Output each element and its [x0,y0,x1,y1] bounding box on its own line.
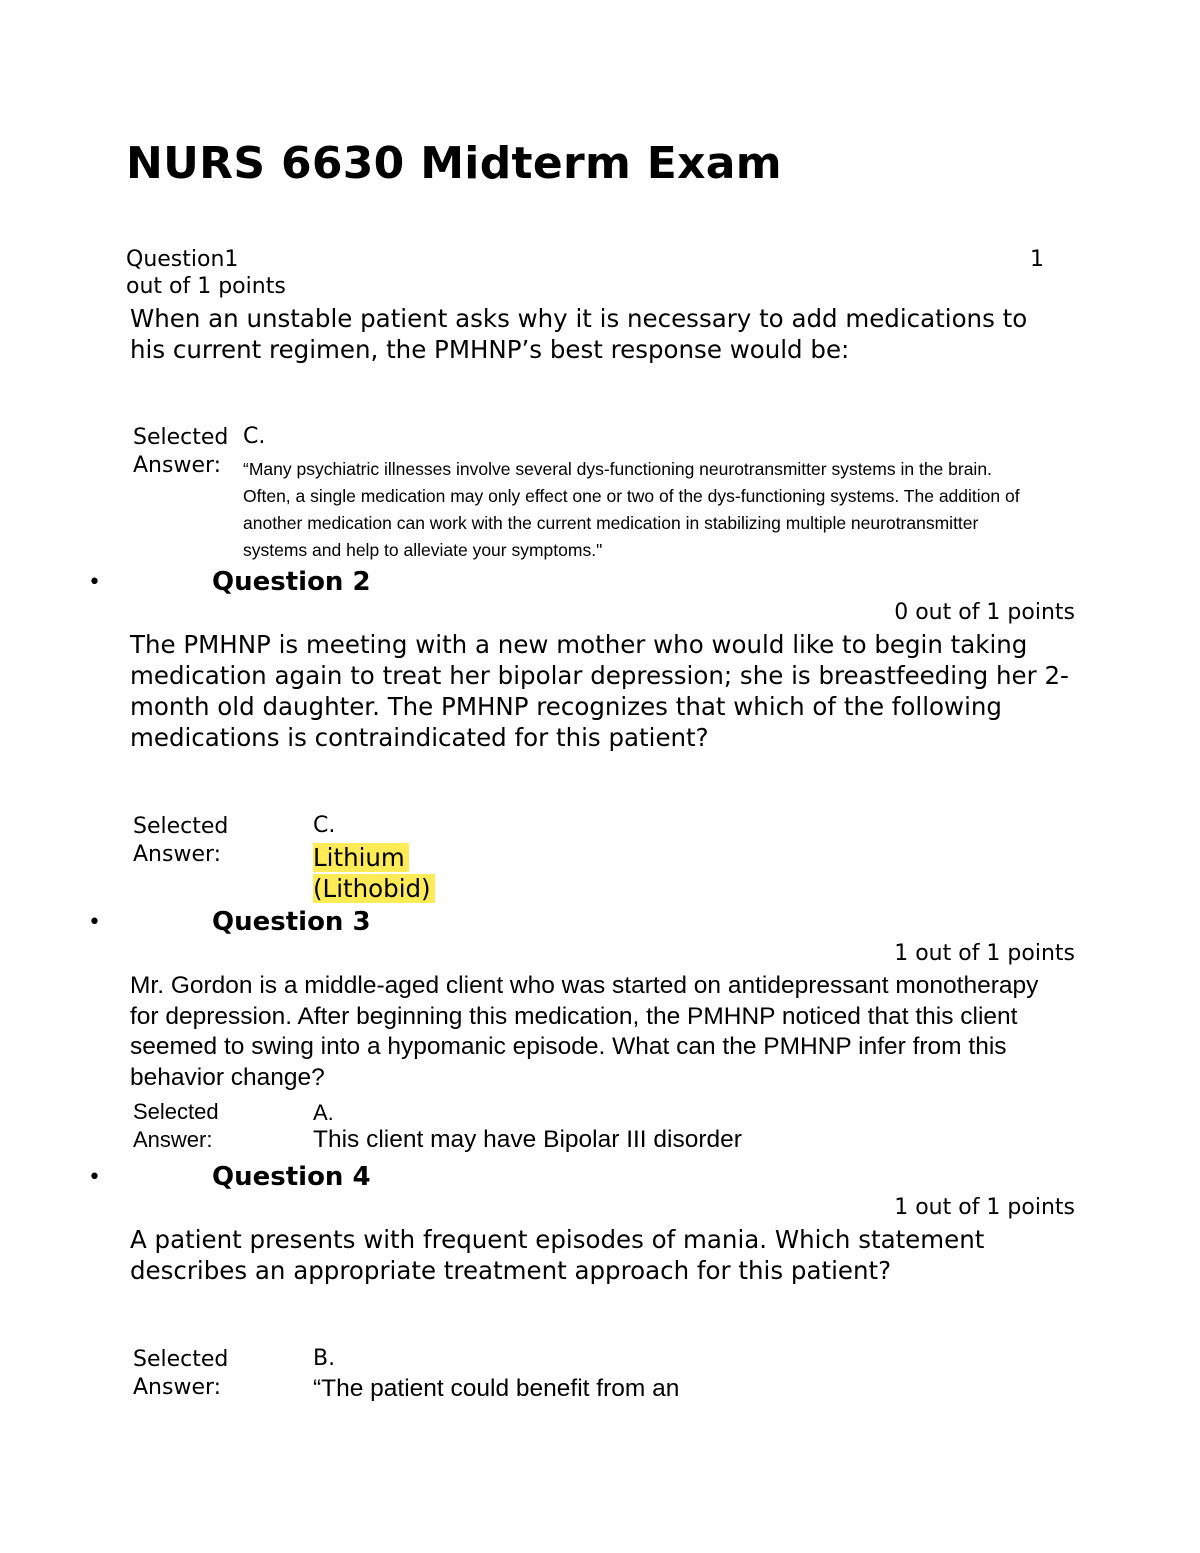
answer-highlight-line2: (Lithobid) [313,874,435,903]
question-4-text: A patient presents with frequent episodes of mania. Which statement describes an appropriate treatment approach for this patient? [130,1225,985,1285]
question-3-selected-label [133,1098,219,1154]
selected-label-line2: Answer: [133,842,222,867]
question-1-selected-label [133,424,228,480]
question-2-answer-letter: C. [313,813,336,838]
question-1-label: Question1 [126,247,239,272]
question-1-answer-letter: C. [243,424,266,449]
selected-label-line1: Selected [133,425,229,450]
question-4-answer-text: “The patient could benefit from an [313,1375,680,1402]
question-3-answer-letter: A. [313,1100,334,1125]
question-4-points: 1 out of 1 points [894,1195,1075,1220]
question-4-selected-label [133,1346,228,1402]
question-2-selected-label [133,813,228,869]
question-1-answer-text: “Many psychiatric illnesses involve several dys-functioning neurotransmitter systems in the brain. Often, a single medication may only effect one or two of the dys-functioning systems. The addition of another medication can work with the current medication in stabilizing multiple neurotransmitter systems and help to alleviate your symptoms." [243,459,1020,560]
selected-label-line2: Answer: [133,453,222,478]
question-3-bullet: • [88,910,101,935]
answer-highlight-line1: Lithium [313,843,409,872]
question-2-text: The PMHNP is meeting with a new mother who would like to begin taking medication again to treat her bipolar depression; she is breastfeeding her 2-month old daughter. The PMHNP recognizes that which of the following medications is contraindicated for this patient? [130,630,1069,752]
question-3-heading: Question 3 [212,907,371,937]
question-1-score-number: 1 [1030,247,1044,272]
question-3-answer-text: This client may have Bipolar III disorder [313,1126,742,1153]
question-3-points: 1 out of 1 points [894,941,1075,966]
selected-label-line1: Selected [133,1347,229,1372]
selected-label-line2: Answer: [133,1127,213,1152]
question-2-heading: Question 2 [212,567,371,597]
selected-label-line1: Selected [133,1099,219,1124]
selected-label-line2: Answer: [133,1375,222,1400]
question-2-points: 0 out of 1 points [894,600,1075,625]
question-3-text: Mr. Gordon is a middle-aged client who was started on antidepressant monotherapy for depression. After beginning this medication, the PMHNP noticed that this client seemed to swing into a hypomanic episode. What can the PMHNP infer from this behavior change? [130,972,1039,1091]
question-1-points: out of 1 points [126,274,286,299]
question-2-answer-text [313,842,435,904]
selected-label-line1: Selected [133,814,229,839]
question-1-text: When an unstable patient asks why it is necessary to add medications to his current regimen, the PMHNP’s best response would be: [130,304,1028,364]
question-4-answer-letter: B. [313,1346,336,1371]
page-title: NURS 6630 Midterm Exam [126,138,782,189]
question-2-bullet: • [88,570,101,595]
question-4-bullet: • [88,1165,101,1190]
question-4-heading: Question 4 [212,1162,371,1192]
